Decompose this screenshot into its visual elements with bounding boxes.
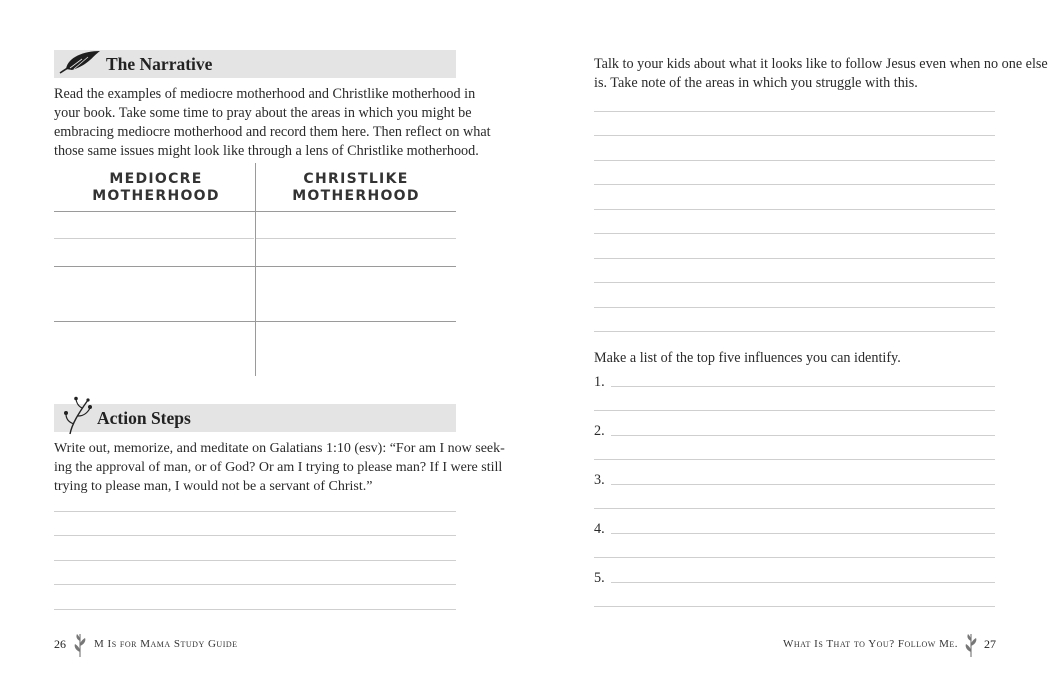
action-steps-title: Action Steps: [97, 408, 191, 428]
column-header-line: CHRISTLIKE: [303, 171, 409, 187]
writing-line[interactable]: [594, 184, 995, 185]
book-title: M Is for Mama Study Guide: [94, 638, 238, 650]
list-number: 1.: [594, 374, 605, 390]
follow-jesus-prompt: [594, 55, 1048, 93]
list-number: 4.: [594, 521, 605, 537]
list-number: 2.: [594, 423, 605, 439]
prompt-line: is. Take note of the areas in which you struggle with this.: [594, 75, 918, 91]
writing-line[interactable]: [54, 560, 456, 561]
column-header-mediocre: [56, 171, 256, 205]
list-item-input[interactable]: [611, 484, 995, 485]
list-item-input[interactable]: [611, 435, 995, 436]
column-header-line: MOTHERHOOD: [292, 188, 420, 204]
writing-line[interactable]: [594, 331, 995, 332]
leaf-sprig-icon: [963, 632, 979, 658]
action-steps-text: [54, 439, 505, 496]
table-divider-horizontal: [54, 266, 456, 267]
column-header-line: MOTHERHOOD: [92, 188, 220, 204]
list-item-input[interactable]: [611, 582, 995, 583]
writing-line[interactable]: [594, 282, 995, 283]
table-cell-input[interactable]: [256, 238, 456, 239]
column-header-christlike: [256, 171, 456, 205]
action-steps-line: ing the approval of man, or of God? Or am I trying to please man? If I were still: [54, 460, 503, 475]
writing-line[interactable]: [594, 135, 995, 136]
leaf-sprig-icon: [72, 632, 88, 658]
writing-line[interactable]: [594, 459, 995, 460]
table-divider-horizontal: [54, 321, 456, 322]
instructions-line: those same issues might look like through a lens of Christlike motherhood.: [54, 143, 479, 159]
writing-line[interactable]: [594, 508, 995, 509]
chapter-title: What Is That to You? Follow Me.: [782, 638, 958, 650]
writing-line[interactable]: [594, 233, 995, 234]
sprig-icon: [62, 396, 94, 436]
writing-line[interactable]: [594, 606, 995, 607]
table-divider-horizontal: [54, 211, 456, 212]
instructions-line: embracing mediocre motherhood and record them here. Then reflect on what: [54, 124, 491, 140]
narrative-instructions: [54, 85, 491, 161]
right-page: [525, 0, 1050, 700]
page-number: 27: [984, 637, 996, 651]
column-header-line: MEDIOCRE: [109, 171, 203, 187]
writing-line[interactable]: [594, 111, 995, 112]
page-number: 26: [54, 637, 66, 651]
writing-line[interactable]: [594, 307, 995, 308]
writing-line[interactable]: [594, 410, 995, 411]
writing-line[interactable]: [54, 584, 456, 585]
table-divider-vertical: [255, 163, 256, 376]
writing-line[interactable]: [54, 609, 456, 610]
influences-list-prompt: Make a list of the top five influences you can identify.: [594, 350, 901, 366]
list-item-input[interactable]: [611, 386, 995, 387]
action-steps-line: Write out, memorize, and meditate on Galatians 1:10 (esv): “For am I now seek-: [54, 441, 505, 456]
list-item-input[interactable]: [611, 533, 995, 534]
writing-line[interactable]: [54, 535, 456, 536]
list-number: 5.: [594, 570, 605, 586]
table-cell-input[interactable]: [54, 238, 254, 239]
writing-line[interactable]: [594, 160, 995, 161]
instructions-line: your book. Take some time to pray about the areas in which you might be: [54, 105, 472, 121]
writing-line[interactable]: [54, 511, 456, 512]
list-number: 3.: [594, 472, 605, 488]
action-steps-line: trying to please man, I would not be a servant of Christ.”: [54, 479, 373, 494]
prompt-line: Talk to your kids about what it looks like to follow Jesus even when no one else: [594, 56, 1048, 72]
instructions-line: Read the examples of mediocre motherhood and Christlike motherhood in: [54, 86, 476, 102]
writing-line[interactable]: [594, 209, 995, 210]
feather-icon: [58, 49, 102, 75]
writing-line[interactable]: [594, 258, 995, 259]
writing-line[interactable]: [594, 557, 995, 558]
narrative-title: The Narrative: [106, 54, 213, 74]
